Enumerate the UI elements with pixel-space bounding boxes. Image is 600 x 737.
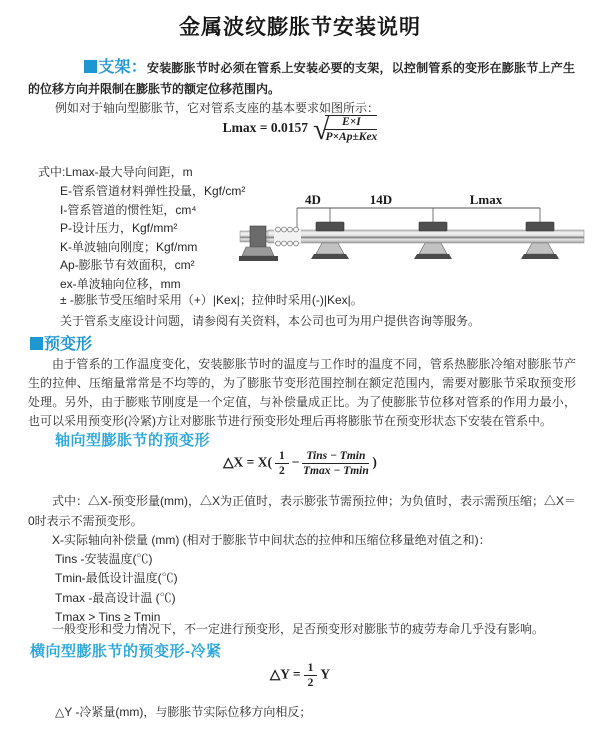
definition-line: E-管系管道材料弹性投量，Kgf/cm²: [60, 184, 246, 198]
temp-line: Tmin-最低设计温度(℃): [55, 571, 178, 586]
lmax-formula-numerator: E×I: [325, 116, 377, 130]
axial-formula-prefix: △X = X(: [223, 454, 272, 470]
minus-operator: −: [291, 454, 300, 470]
definition-line: ex-单波轴向位移，mm: [60, 276, 181, 291]
one-half-fraction: $\frac{1}{2}$: [304, 662, 318, 689]
axial-predeform-formula: [0, 450, 600, 477]
support-example-line: 例如对于轴向型膨胀节，它对管系支座的基本要求如图所示：: [55, 101, 380, 115]
page-title: 金属波纹膨胀节安装说明: [179, 16, 421, 39]
predeform-paragraph: 由于管系的工作温度变化，安装膨胀节时的温度与工作时的温度不同，管系热膨胀冷缩对膨胀节产生的拉伸、压缩量常常是不均等的，为了膨胀节变形范围控制在额定范围内，需要对膨胀节采取预变形处理。另外，由于膨账节刚度是一个定值，与补偿量成正比。为了使膨胀节位移对管系的作用力最小，也可以采用预变形(冷紧)方让对膨胀节进行预变形处理后再将膨胀节在预变形状态下安装在管系中。: [28, 357, 576, 428]
predeform-section-header: [30, 331, 92, 354]
predeform-section-title: 预变形: [44, 336, 93, 353]
radical-sign: √: [313, 113, 330, 146]
lateral-predeform-formula: [0, 662, 600, 689]
dimension-label-4d: 4D: [305, 193, 321, 207]
axial-formula-suffix: ): [372, 454, 377, 470]
lmax-formula-lhs: Lmax = 0.0157: [222, 120, 308, 135]
definition-line: P-设计压力，Kgf/mm²: [60, 221, 178, 235]
section-marker-square: [30, 337, 43, 350]
pipe: [268, 230, 584, 243]
axial-where-line: 式中：△X-预变形量(mm)，△X为正值时，表示膨张节需预拉伸；为负值时，表示需预压缩；△X＝0时表示不需预变形。: [28, 494, 576, 528]
lmax-formula-denominator: P×Ap±Kex: [325, 130, 378, 143]
consulting-note: 关于管系支座设计问题，请参阅有关资料，本公司也可为用户提供咨询等服务。: [60, 314, 481, 328]
definition-line: Ap-膨胀节有效面积，cm²: [60, 258, 195, 272]
axial-predeform-header: 轴向型膨胀节的预变形: [55, 432, 211, 449]
section-marker-square: [84, 60, 97, 73]
temperature-ratio-fraction: $\frac{\text{Tins − Tmin}}{Tmax - Tmin}$: [303, 450, 369, 477]
temperature-definitions-list: [55, 550, 178, 627]
dimension-label-14d: 14D: [369, 193, 393, 207]
lateral-formula-prefix: △Y =: [269, 666, 301, 682]
axial-x-definition: X-实际轴向补偿量 (mm) (相对于膨胀节中间状态的拉伸和压缩位移量绝对值之和)：: [52, 533, 491, 547]
support-intro-paragraph: [28, 57, 575, 100]
definition-line: I-管系管道的惯性矩，cm⁴: [60, 202, 197, 217]
lmax-formula-fraction: [325, 115, 377, 143]
lateral-predeform-header: 横向型膨胀节的预变形-冷紧: [30, 643, 222, 660]
dimension-label-lmax: Lmax: [469, 193, 503, 207]
support-intro-text: 安装膨胀节时必须在管系上安装必要的支架，以控制管系的变形在膨胀节上产生的位移方向并限制在膨胀节的额定位移范围内。: [28, 61, 575, 96]
lateral-coldtight-note: △Y -冷紧量(mm)，与膨胀节实际位移方向相反；: [55, 705, 312, 719]
temp-line: Tmax > Tins ≥ Tmin: [55, 609, 161, 624]
pipe-support-diagram: [238, 193, 590, 273]
temp-line: Tins -安装温度(℃): [55, 552, 153, 566]
lmax-formula: [0, 113, 600, 147]
lmax-where-line: 式中:Lmax-最大导向间距，m: [38, 165, 193, 179]
support-section-title: 支架：: [98, 59, 147, 76]
definition-line: K-单波轴向刚度；Kgf/mm: [60, 239, 198, 254]
lateral-formula-suffix: Y: [320, 666, 331, 682]
axial-general-note: 一般变形和受力情况下，不一定进行预变形，足否预变形对膨胀节的疲劳寿命几乎没有影响。: [52, 622, 545, 636]
temp-line: Tmax -最高设计温 (℃): [55, 590, 176, 605]
sign-convention-note: ± -膨胀节受压缩时采用（+）|Kex|；拉伸时采用(-)|Kex|。: [60, 293, 363, 307]
variable-definitions-list: [60, 182, 245, 293]
one-half-fraction: $\frac{1}{2}$: [275, 450, 289, 477]
